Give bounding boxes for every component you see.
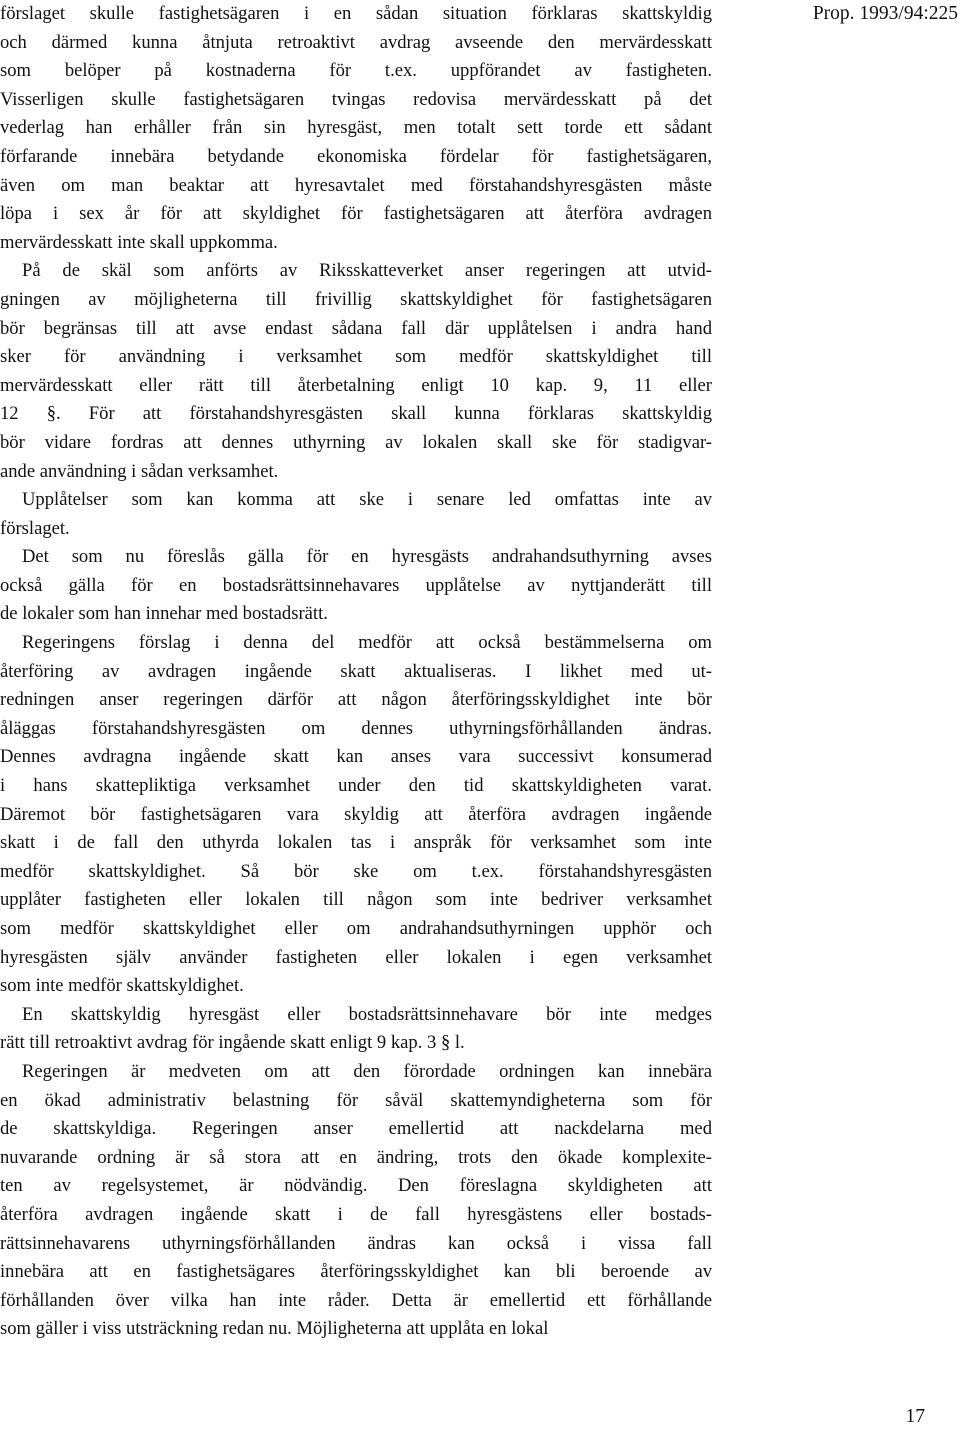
text-line: som belöper på kostnaderna för t.ex. uppförandet av fastigheten. xyxy=(0,60,712,82)
paragraph xyxy=(0,543,712,629)
page-number: 17 xyxy=(905,1406,925,1427)
text-line: förslaget skulle fastighetsägaren i en sådan situation förklaras skattskyldig xyxy=(0,3,712,24)
text-line: de skattskyldiga. Regeringen anser emellertid att nackdelarna med xyxy=(0,1118,712,1140)
text-line: medför skattskyldighet. Så bör ske om t.ex. förstahandshyresgästen xyxy=(0,860,712,882)
paragraph xyxy=(0,1058,712,1344)
text-line: återföra avdragen ingående skatt i de fall hyresgästens eller bostads- xyxy=(0,1203,712,1225)
text-line: Visserligen skulle fastighetsägaren tvingas redovisa mervärdesskatt på det xyxy=(0,88,712,110)
text-line: ten av regelsystemet, är nödvändig. Den föreslagna skyldigheten att xyxy=(0,1175,712,1197)
text-line: Det som nu föreslås gälla för en hyresgästs andrahandsuthyrning avses xyxy=(22,546,712,568)
text-line: innebära att en fastighetsägares återföringsskyldighet kan bli beroende av xyxy=(0,1261,712,1283)
text-line: upplåter fastigheten eller lokalen till någon som inte bedriver verksamhet xyxy=(0,889,712,911)
text-line: skatt i de fall den uthyrda lokalen tas i anspråk för verksamhet som inte xyxy=(0,832,712,854)
text-line: Regeringens förslag i denna del medför att också bestämmelserna om xyxy=(22,632,712,654)
text-line: också gälla för en bostadsrättsinnehavares upplåtelse av nyttjanderätt till xyxy=(0,574,712,596)
text-line: ande användning i sådan verksamhet. xyxy=(0,460,279,482)
text-line: vederlag han erhåller från sin hyresgäst, men totalt sett torde ett sådant xyxy=(0,117,712,139)
text-line: rätt till retroaktivt avdrag för ingående skatt enligt 9 kap. 3 § l. xyxy=(0,1032,465,1054)
paragraph xyxy=(0,257,712,486)
text-line: som inte medför skattskyldighet. xyxy=(0,975,244,997)
text-line: i hans skattepliktiga verksamhet under den tid skattskyldigheten varat. xyxy=(0,775,712,797)
text-line: bör vidare fordras att dennes uthyrning av lokalen skall ske för stadigvar- xyxy=(0,431,712,453)
text-line: förslaget. xyxy=(0,517,70,539)
text-line: mervärdesskatt inte skall uppkomma. xyxy=(0,231,278,253)
text-line: sker för användning i verksamhet som medför skattskyldighet till xyxy=(0,346,712,368)
page-reference: Prop. 1993/94:225 xyxy=(812,3,958,24)
text-line: återföring av avdragen ingående skatt aktualiseras. I likhet med ut- xyxy=(0,660,712,682)
text-line: Dennes avdragna ingående skatt kan anses vara successivt konsumerad xyxy=(0,746,712,768)
text-line: Däremot bör fastighetsägaren vara skyldig att återföra avdragen ingående xyxy=(0,803,712,825)
text-line: På de skäl som anförts av Riksskatteverket anser regeringen att utvid- xyxy=(22,260,712,282)
text-line: som medför skattskyldighet eller om andrahandsuthyrningen upphör och xyxy=(0,918,712,939)
paragraph xyxy=(0,1001,712,1058)
text-line: 12 §. För att förstahandshyresgästen skall kunna förklaras skattskyldig xyxy=(0,403,712,425)
text-line: Regeringen är medveten om att den förordade ordningen kan innebära xyxy=(22,1060,712,1082)
text-line: bör begränsas till att avse endast sådana fall där upplåtelsen i andra hand xyxy=(0,317,712,339)
text-line: En skattskyldig hyresgäst eller bostadsrättsinnehavare bör inte medges xyxy=(22,1003,712,1025)
text-line: hyresgästen själv använder fastigheten eller lokalen i egen verksamhet xyxy=(0,946,712,968)
text-line: förhållanden över vilka han inte råder. Detta är emellertid ett förhållande xyxy=(0,1289,712,1311)
text-line: nuvarande ordning är så stora att en ändring, trots den ökade komplexite- xyxy=(0,1146,712,1168)
text-line: åläggas förstahandshyresgästen om dennes uthyrningsförhållanden ändras. xyxy=(0,717,712,739)
text-line: och därmed kunna åtnjuta retroaktivt avdrag avseende den mervärdesskatt xyxy=(0,31,712,53)
text-line: som gäller i viss utsträckning redan nu. Möjligheterna att upplåta en lokal xyxy=(0,1318,549,1340)
text-line: även om man beaktar att hyresavtalet med förstahandshyresgästen måste xyxy=(0,174,712,196)
text-line: löpa i sex år för att skyldighet för fastighetsägaren att återföra avdragen xyxy=(0,203,712,225)
paragraph xyxy=(0,629,712,1001)
text-line: förfarande innebära betydande ekonomiska fördelar för fastighetsägaren, xyxy=(0,145,712,167)
text-line: de lokaler som han innehar med bostadsrätt. xyxy=(0,603,328,625)
text-line: en ökad administrativ belastning för såväl skattemyndigheterna som för xyxy=(0,1089,712,1111)
text-line: Upplåtelser som kan komma att ske i senare led omfattas inte av xyxy=(22,489,712,511)
text-line: redningen anser regeringen därför att någon återföringsskyldighet inte bör xyxy=(0,689,712,711)
text-line: rättsinnehavarens uthyrningsförhållanden ändras kan också i vissa fall xyxy=(0,1232,712,1254)
paragraph xyxy=(0,0,712,257)
text-line: gningen av möjligheterna till frivillig skattskyldighet för fastighetsägaren xyxy=(0,288,712,310)
paragraph xyxy=(0,486,712,543)
text-line: mervärdesskatt eller rätt till återbetalning enligt 10 kap. 9, 11 eller xyxy=(0,374,712,396)
